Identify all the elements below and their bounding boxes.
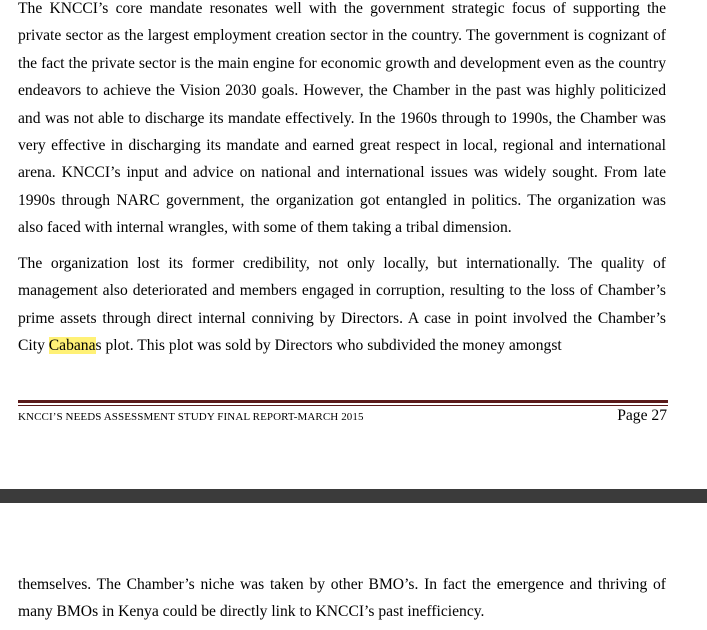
- page-separator: [0, 489, 707, 503]
- paragraph-credibility: [18, 250, 666, 360]
- paragraph-credibility-text-end: s plot. This plot was sold by Directors who subdivided the money amongst: [95, 337, 562, 355]
- paragraph-credibility-text-start: The organization lost its former credibility, not only locally, but internationally. The quality of management also deteriorated and members engaged in corruption, resulting to the loss of Chamber’s prime assets through direct internal conniving by Directors. A case in point involved the Chamber’s City: [18, 255, 666, 355]
- footer-report-title: KNCCI’S NEEDS ASSESSMENT STUDY FINAL REPORT-MARCH 2015: [18, 411, 364, 423]
- footer-page-number: Page 27: [617, 407, 667, 424]
- paragraph-niche: themselves. The Chamber’s niche was taken by other BMO’s. In fact the emergence and thriving of many BMOs in Kenya could be directly link to KNCCI’s past inefficiency.: [18, 576, 666, 621]
- paragraph-mandate: The KNCCI’s core mandate resonates well with the government strategic focus of supporting the private sector as the largest employment creation sector in the country. The government is cognizant of the fact the private sector is the main engine for economic growth and development even as the country endeavors to achieve the Vision 2030 goals. However, the Chamber in the past was highly politicized and was not able to discharge its mandate effectively. In the 1960s through to 1990s, the Chamber was very effective in discharging its mandate and earned great respect in local, regional and international arena. KNCCI’s input and advice on national and international issues was widely sought. From late 1990s through NARC government, the organization got entangled in politics. The organization was also faced with internal wrangles, with some of them taking a tribal dimension.: [18, 0, 666, 237]
- footer-rule-thin: [18, 405, 668, 406]
- footer-rule-thick: [18, 400, 668, 403]
- search-highlight: Cabana: [48, 337, 96, 355]
